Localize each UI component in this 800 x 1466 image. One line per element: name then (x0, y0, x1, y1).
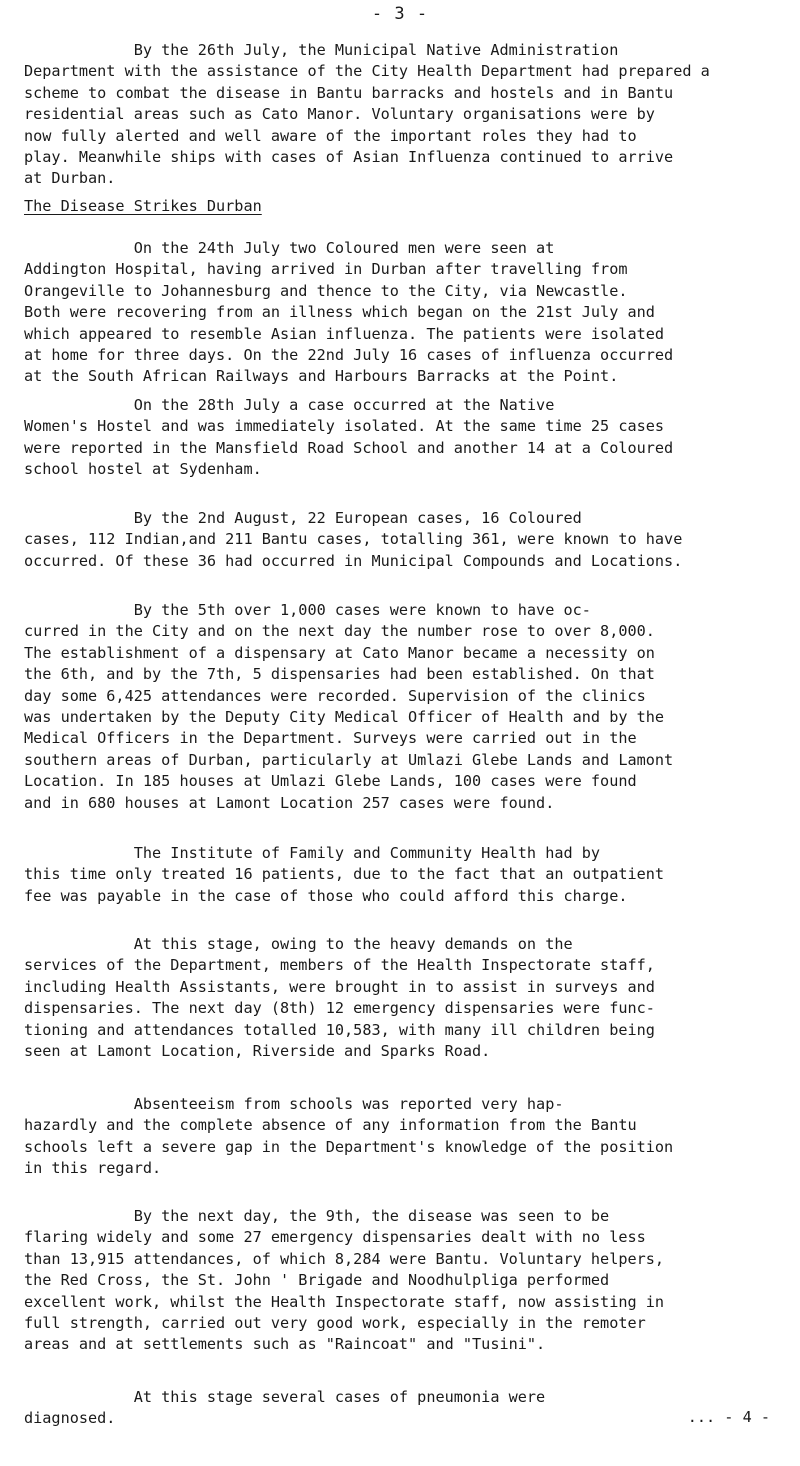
paragraph-native-administration: By the 26th July, the Municipal Native Administration Department with the assistance of the City Health Department had prepared a scheme to combat the disease in Bantu barracks and hostels and in Bantu residential areas such as Cato Manor. Voluntary organisations were by now fully alerted and well aware of the important roles they had to play. Meanwhile ships with cases of Asian Influenza continued to arrive at Durban. (24, 41, 710, 188)
paragraph-health-inspectorate: At this stage, owing to the heavy demands on the services of the Department, members of the Health Inspectorate staff, including Health Assistants, were brought in to assist in surveys and dispensaries. The next day (8th) 12 emergency dispensaries were func- tioning and attendances totalled 10,583, with many ill children being seen at Lamont Location, Riverside and Sparks Road. (24, 935, 655, 1061)
paragraph-dispensaries: By the 5th over 1,000 cases were known to have oc- curred in the City and on the next day the number rose to over 8,000. The establishment of a dispensary at Cato Manor became a necessity on the 6th, and by the 7th, 5 dispensaries had been established. On that day some 6,425 attendances were recorded. Supervision of the clinics was undertaken by the Deputy City Medical Officer of Health and by the Medical Officers in the Department. Surveys were carried out in the southern areas of Durban, particularly at Umlazi Glebe Lands and Lamont Location. In 185 houses at Umlazi Glebe Lands, 100 cases were found and in 680 houses at Lamont Location 257 cases were found. (24, 601, 674, 812)
continuation-marker: ... - 4 - (687, 1408, 770, 1426)
paragraph-institute-family-health: The Institute of Family and Community Health had by this time only treated 16 patients, due to the fact that an outpatient fee was payable in the case of those who could afford this charge. (24, 844, 665, 905)
paragraph-womens-hostel: On the 28th July a case occurred at the Native Women's Hostel and was immediately isolated. At the same time 25 cases were reported in the Mansfield Road School and another 14 at a Coloured school hostel at Sydenham. (24, 396, 674, 479)
paragraph-august-cases: By the 2nd August, 22 European cases, 16 Coloured cases, 112 Indian,and 211 Bantu cases, totalling 361, were known to have occurred. Of these 36 had occurred in Municipal Compounds and Locations. (24, 509, 683, 570)
paragraph-ninth-day: By the next day, the 9th, the disease was seen to be flaring widely and some 27 emergency dispensaries dealt with no less than 13,915 attendances, of which 8,284 were Bantu. Voluntary helpers, the Red Cross, the St. John ' Brigade and Noodhulpliga performed excellent work, whilst the Health Inspectorate staff, now assisting in full strength, carried out very good work, especially in the remoter areas and at settlements such as "Raincoat" and "Tusini". (24, 1207, 665, 1354)
footer-line-diagnosed: diagnosed. (24, 1409, 116, 1427)
paragraph-absenteeism: Absenteeism from schools was reported very hap- hazardly and the complete absence of any information from the Bantu schools left a severe gap in the Department's knowledge of the position in this regard. (24, 1095, 674, 1178)
page-number: - 3 - (371, 4, 429, 24)
footer-line-pneumonia: At this stage several cases of pneumonia were (24, 1388, 546, 1406)
paragraph-addington-hospital: On the 24th July two Coloured men were seen at Addington Hospital, having arrived in Durban after travelling from Orangeville to Johannesburg and thence to the City, via Newcastle. Both were recovering from an illness which began on the 21st July and which appeared to resemble Asian influenza. The patients were isolated at home for three days. On the 22nd July 16 cases of influenza occurred at the South African Railways and Harbours Barracks at the Point. (24, 239, 674, 386)
section-heading: The Disease Strikes Durban (24, 197, 262, 215)
